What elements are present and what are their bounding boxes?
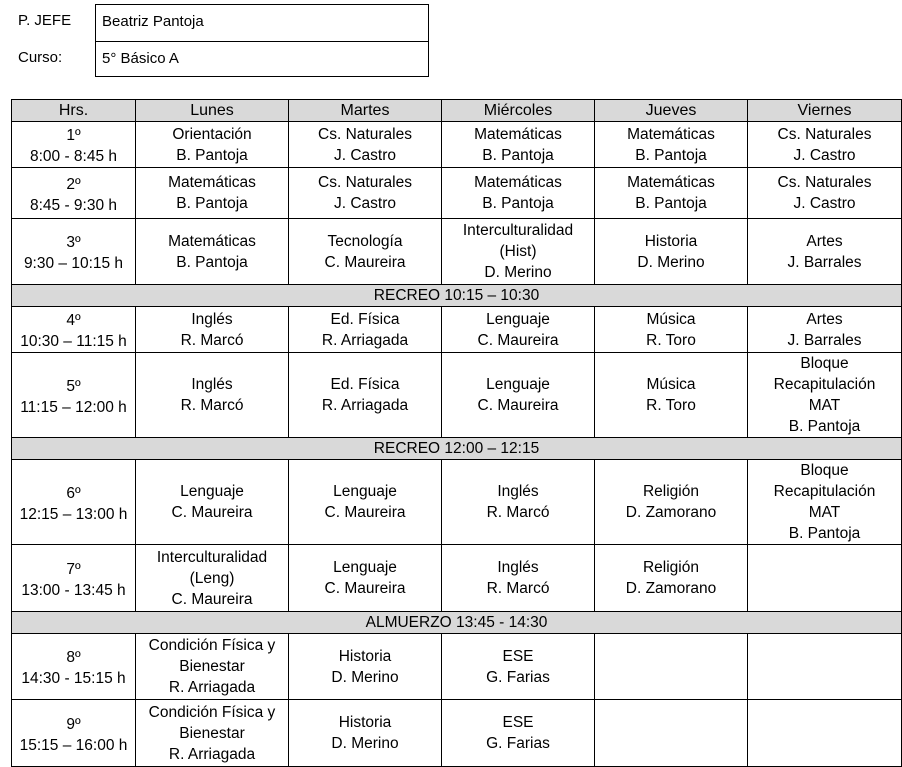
subject-cell (595, 460, 748, 545)
break-label: RECREO 12:00 – 12:15 (12, 438, 902, 460)
subject-cell (136, 545, 289, 612)
period-time: 15:15 – 16:00 h (19, 736, 128, 754)
subject-name: Matemáticas (627, 174, 715, 191)
table-row (12, 634, 902, 700)
subject-cell (748, 353, 902, 438)
subject-cell (748, 700, 902, 767)
subject-cell (289, 545, 442, 612)
period-time: 13:00 - 13:45 h (21, 581, 126, 599)
subject-cell (748, 545, 902, 612)
period-time: 12:15 – 13:00 h (19, 505, 128, 523)
subject-name: Religión (642, 559, 699, 576)
period-time: 8:00 - 8:45 h (29, 148, 118, 165)
subject-name: Lenguaje (486, 376, 550, 393)
break-row (12, 612, 902, 634)
break-label: RECREO 10:15 – 10:30 (12, 285, 902, 307)
subject-cell (595, 219, 748, 285)
subject-cell (289, 307, 442, 353)
teacher-name: R. Toro (646, 397, 696, 414)
subject-name: ESE (502, 647, 534, 665)
teacher-name: C. Maureira (477, 397, 559, 414)
jefe-value: Beatriz Pantoja (102, 13, 204, 30)
teacher-name: G. Farias (486, 735, 550, 752)
teacher-name: D. Merino (484, 264, 552, 281)
subject-name: Cs. Naturales (777, 125, 872, 143)
subject-name: Música (646, 376, 696, 393)
teacher-name: B. Pantoja (635, 146, 707, 164)
subject-cell (595, 545, 748, 612)
teacher-name: R. Toro (646, 331, 696, 349)
period-time: 9:30 – 10:15 h (23, 255, 124, 272)
subject-name: Ed. Física (330, 376, 400, 393)
subject-name: Inglés (191, 310, 233, 328)
table-row (12, 168, 902, 219)
teacher-name: D. Zamorano (625, 580, 717, 597)
subject-cell (595, 700, 748, 767)
subject-name: Condición Física y (148, 703, 276, 721)
subject-name: (Hist) (499, 243, 537, 260)
period-cell (12, 460, 136, 545)
subject-name: Historia (644, 232, 698, 250)
subject-cell (289, 353, 442, 438)
teacher-name: D. Merino (331, 735, 399, 752)
period-time: 11:15 – 12:00 h (20, 398, 127, 416)
subject-name: Matemáticas (168, 174, 256, 191)
jefe-label: P. JEFE (18, 12, 72, 29)
subject-cell (442, 353, 595, 438)
period-number: 2º (66, 175, 81, 193)
period-cell (12, 168, 136, 219)
teacher-name: J. Castro (333, 146, 396, 164)
subject-name: Matemáticas (627, 125, 715, 143)
subject-name: Artes (806, 310, 843, 328)
break-label: ALMUERZO 13:45 - 14:30 (12, 612, 902, 634)
subject-name: Bienestar (179, 724, 245, 742)
subject-cell (289, 219, 442, 285)
break-row (12, 438, 902, 460)
subject-name: Tecnología (327, 232, 403, 250)
teacher-name: B. Pantoja (482, 146, 554, 164)
teacher-name: C. Maureira (324, 504, 406, 521)
teacher-name: C. Maureira (477, 331, 559, 349)
subject-name: Lenguaje (333, 483, 397, 500)
subject-cell (136, 353, 289, 438)
curso-label: Curso: (18, 49, 63, 66)
teacher-name: J. Barrales (787, 331, 862, 349)
teacher-name: C. Maureira (171, 590, 253, 608)
teacher-name: B. Pantoja (176, 146, 248, 164)
subject-name: (Leng) (189, 569, 235, 587)
subject-name: Cs. Naturales (318, 125, 412, 143)
subject-name: Ed. Física (330, 310, 400, 328)
period-number: 8º (66, 649, 81, 666)
subject-cell (442, 219, 595, 285)
subject-cell (136, 634, 289, 700)
table-row (12, 700, 902, 767)
subject-cell (442, 634, 595, 700)
subject-name: ESE (502, 714, 534, 731)
teacher-name: J. Castro (793, 146, 856, 164)
subject-name: Matemáticas (168, 232, 256, 250)
subject-name: Matemáticas (474, 125, 562, 143)
teacher-name: B. Pantoja (788, 525, 861, 542)
teacher-name: D. Merino (637, 253, 705, 271)
subject-cell (595, 634, 748, 700)
teacher-name: B. Pantoja (788, 418, 861, 435)
subject-name: Bloque (800, 355, 849, 372)
teacher-name: R. Arriagada (321, 397, 409, 414)
subject-cell (289, 122, 442, 168)
teacher-name: J. Barrales (787, 253, 862, 271)
table-row (12, 122, 902, 168)
teacher-name: R. Arriagada (168, 745, 256, 763)
teacher-name: C. Maureira (324, 580, 406, 597)
subject-cell (442, 168, 595, 219)
subject-cell (595, 122, 748, 168)
table-row (12, 353, 902, 438)
subject-cell (289, 460, 442, 545)
period-number: 6º (66, 484, 81, 502)
period-number: 3º (66, 234, 81, 251)
subject-cell (136, 168, 289, 219)
subject-name: Lenguaje (333, 559, 397, 576)
period-number: 7º (66, 560, 81, 578)
teacher-name: B. Pantoja (176, 195, 248, 212)
period-number: 9º (66, 715, 81, 733)
table-row (12, 460, 902, 545)
teacher-name: D. Zamorano (625, 504, 717, 521)
teacher-name: C. Maureira (171, 504, 253, 521)
subject-cell (136, 122, 289, 168)
teacher-name: R. Marcó (486, 580, 550, 597)
subject-name: Bloque (800, 462, 849, 479)
teacher-name: B. Pantoja (482, 195, 554, 212)
teacher-name: B. Pantoja (635, 195, 707, 212)
subject-name: Música (646, 310, 696, 328)
period-number: 5º (66, 377, 81, 395)
period-number: 4º (66, 312, 81, 329)
teacher-name: R. Marcó (486, 504, 550, 521)
subject-name: Religión (642, 483, 699, 500)
table-row (12, 545, 902, 612)
teacher-name: B. Pantoja (176, 253, 248, 271)
teacher-name: C. Maureira (324, 253, 406, 271)
schedule-table (11, 99, 902, 767)
subject-cell (595, 353, 748, 438)
teacher-name: R. Arriagada (321, 331, 409, 349)
teacher-name: R. Marcó (180, 397, 244, 414)
subject-cell (748, 122, 902, 168)
subject-name: Condición Física y (148, 637, 276, 654)
period-cell (12, 634, 136, 700)
subject-cell (442, 307, 595, 353)
break-row (12, 285, 902, 307)
period-cell (12, 219, 136, 285)
subject-name: Bienestar (179, 658, 245, 675)
subject-name: Recapitulación (773, 376, 876, 393)
subject-cell (595, 168, 748, 219)
col-header-lunes: Lunes (136, 100, 289, 122)
subject-cell (748, 219, 902, 285)
subject-cell (442, 700, 595, 767)
subject-name: Interculturalidad (462, 222, 574, 239)
schedule-body (12, 122, 902, 767)
period-time: 8:45 - 9:30 h (29, 196, 118, 214)
table-row (12, 219, 902, 285)
table-row (12, 307, 902, 353)
subject-cell (289, 634, 442, 700)
subject-cell (748, 168, 902, 219)
period-cell (12, 700, 136, 767)
teacher-name: R. Marcó (180, 331, 244, 349)
subject-cell (442, 545, 595, 612)
period-time: 10:30 – 11:15 h (20, 333, 127, 350)
col-header-martes: Martes (289, 100, 442, 122)
subject-cell (748, 307, 902, 353)
subject-cell (289, 700, 442, 767)
col-header-hrs: Hrs. (12, 100, 136, 122)
subject-name: Inglés (497, 483, 539, 500)
period-cell (12, 545, 136, 612)
col-header-jueves: Jueves (595, 100, 748, 122)
subject-name: Matemáticas (474, 174, 562, 191)
subject-name: Artes (806, 232, 843, 250)
subject-name: Historia (338, 647, 392, 665)
subject-cell (748, 634, 902, 700)
col-header-miercoles: Miércoles (442, 100, 595, 122)
subject-cell (136, 700, 289, 767)
subject-name: Cs. Naturales (777, 174, 872, 191)
col-header-viernes: Viernes (748, 100, 902, 122)
subject-name: Recapitulación (773, 483, 876, 500)
subject-cell (136, 219, 289, 285)
subject-cell (442, 122, 595, 168)
teacher-name: G. Farias (486, 668, 550, 686)
subject-name: Inglés (497, 559, 539, 576)
subject-name: MAT (808, 504, 841, 521)
teacher-name: J. Castro (333, 195, 396, 212)
subject-cell (136, 307, 289, 353)
period-number: 1º (66, 127, 81, 144)
subject-name: Inglés (191, 376, 233, 393)
subject-name: MAT (808, 397, 841, 414)
subject-name: Historia (338, 714, 392, 731)
period-time: 14:30 - 15:15 h (21, 670, 126, 687)
header-row (12, 100, 902, 122)
subject-name: Cs. Naturales (318, 174, 412, 191)
period-cell (12, 353, 136, 438)
curso-value: 5° Básico A (102, 50, 179, 67)
subject-cell (748, 460, 902, 545)
subject-name: Interculturalidad (156, 548, 268, 566)
teacher-name: D. Merino (331, 668, 399, 686)
period-cell (12, 122, 136, 168)
header-box (95, 4, 429, 77)
teacher-name: R. Arriagada (168, 679, 256, 696)
subject-name: Lenguaje (180, 483, 244, 500)
subject-cell (595, 307, 748, 353)
subject-cell (136, 460, 289, 545)
subject-cell (442, 460, 595, 545)
subject-cell (289, 168, 442, 219)
subject-name: Lenguaje (486, 310, 550, 328)
teacher-name: J. Castro (793, 195, 856, 212)
period-cell (12, 307, 136, 353)
subject-name: Orientación (172, 125, 252, 143)
